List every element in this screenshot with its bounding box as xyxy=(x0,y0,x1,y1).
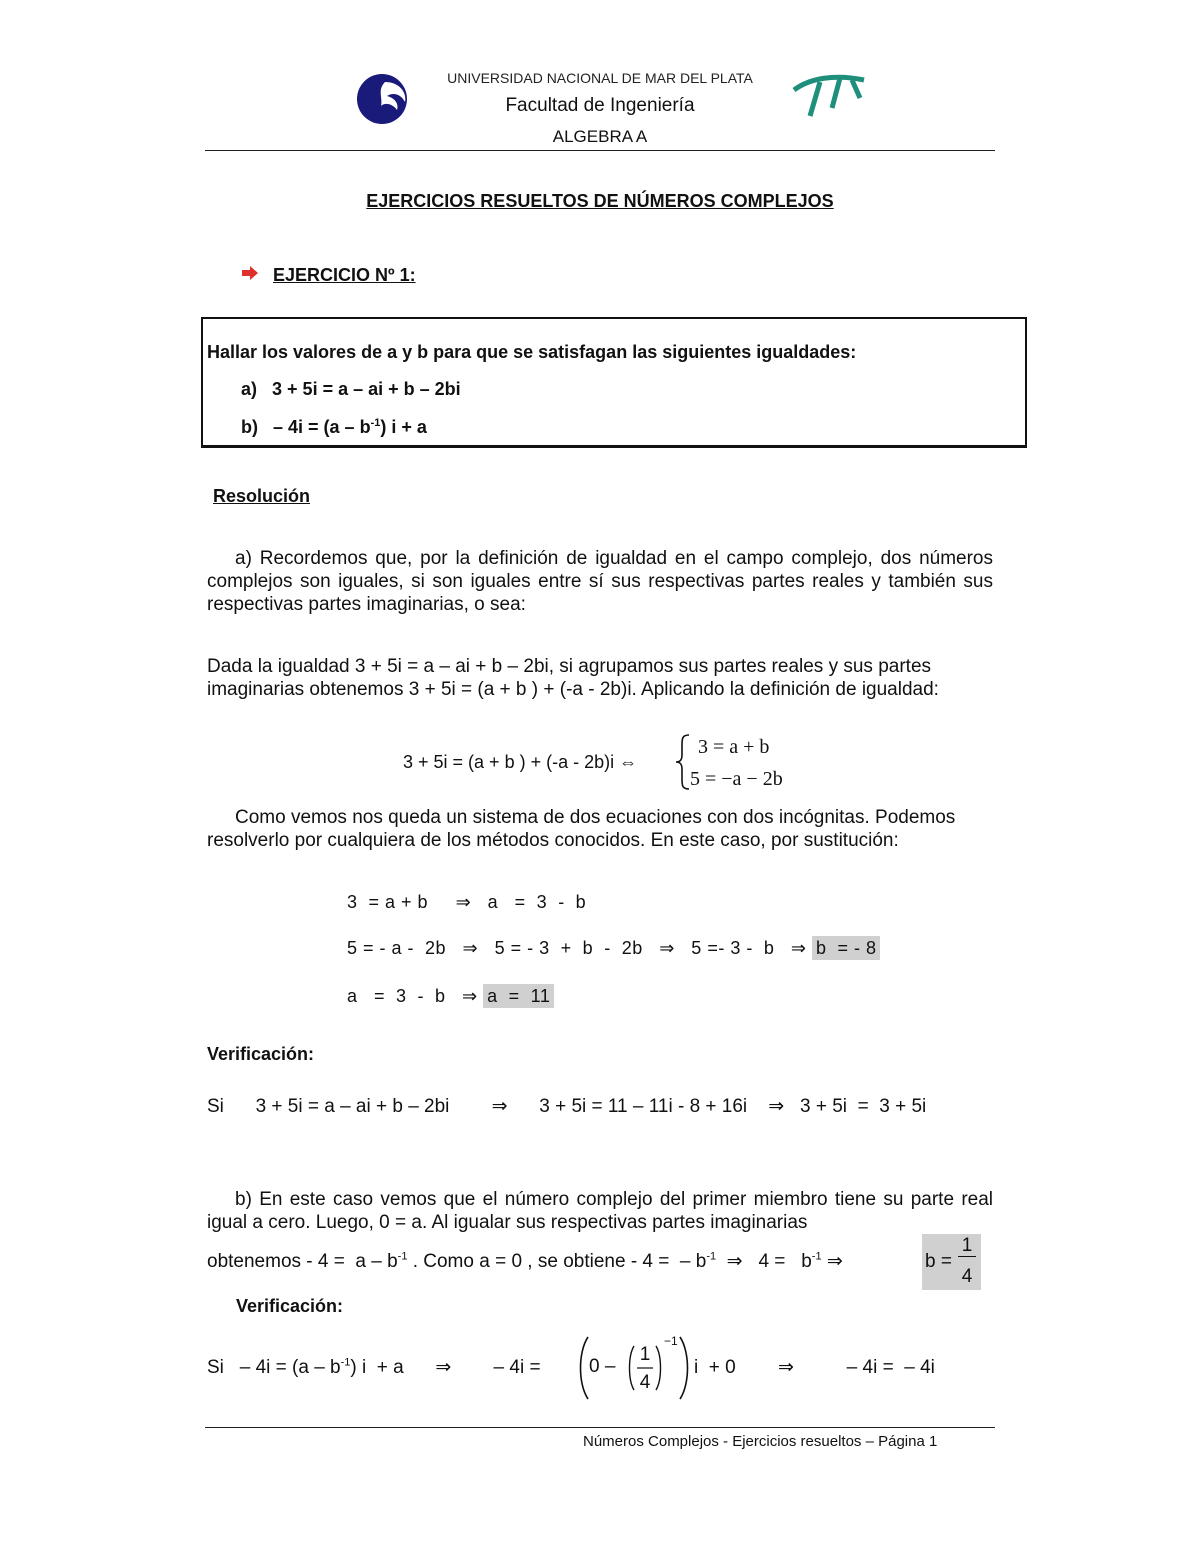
item-b-exponent: -1 xyxy=(370,417,381,429)
verif-zero-minus: 0 – xyxy=(589,1356,616,1377)
part-b-derivation xyxy=(207,1250,843,1273)
part-a-method: Como vemos nos queda un sistema de dos ecuaciones con dos incógnitas. Podemos resolverlo por cualquiera de los métodos conocidos. En este caso, por sustitución: xyxy=(207,807,956,851)
part-b-derivation-pre: obtenemos - 4 = a – b xyxy=(207,1251,398,1272)
page-footer: Números Complejos - Ejercicios resueltos – Página 1 xyxy=(583,1433,938,1450)
resolution-heading: Resolución xyxy=(213,486,311,506)
step-2-text: 5 = - a - 2b ⇒ 5 = - 3 + b - 2b ⇒ 5 =- 3 - b ⇒ xyxy=(347,938,812,958)
step-3 xyxy=(347,986,554,1007)
part-b-verification-lhs xyxy=(207,1356,541,1379)
verif-frac-numerator: 1 xyxy=(639,1344,651,1365)
verif-pre: Si – 4i = (a – b xyxy=(207,1357,341,1378)
item-a-equation: 3 + 5i = a – ai + b – 2bi xyxy=(272,379,461,399)
statement-intro: Hallar los valores de a y b para que se satisfagan las siguientes igualdades: xyxy=(207,342,857,362)
part-b-result-denominator: 4 xyxy=(961,1266,973,1287)
exercise-heading: EJERCICIO Nº 1: xyxy=(273,265,416,285)
step-3-result: a = 11 xyxy=(483,984,554,1008)
university-name: UNIVERSIDAD NACIONAL DE MAR DEL PLATA xyxy=(447,70,753,86)
part-a-verification-heading: Verificación: xyxy=(207,1044,315,1064)
part-b-derivation-mid3: ⇒ xyxy=(821,1251,843,1272)
item-b-label: b) xyxy=(241,417,258,437)
course-name: ALGEBRA A xyxy=(552,127,648,146)
verif-post: i + 0 ⇒ – 4i = – 4i xyxy=(694,1357,935,1378)
step-3-text: a = 3 - b ⇒ xyxy=(347,986,484,1006)
part-b-result-lhs: b = xyxy=(925,1251,952,1272)
verif-exponent: -1 xyxy=(340,1356,351,1369)
footer-divider xyxy=(205,1427,995,1428)
part-a-grouping: Dada la igualdad 3 + 5i = a – ai + b – 2bi, si agrupamos sus partes reales y sus partes imaginarias obtenemos 3 + 5i = (a + b ) + (-a - 2b)i. Aplicando la definición de igualdad: xyxy=(207,656,939,700)
statement-item-a xyxy=(241,379,461,400)
item-a-label: a) xyxy=(241,379,258,399)
part-b-result-numerator: 1 xyxy=(958,1236,976,1257)
item-b-equation-pre: – 4i = (a – b xyxy=(273,417,371,437)
system-equation-2: 5 = −a − 2b xyxy=(690,768,783,790)
statement-item-b xyxy=(241,417,427,438)
part-b-exponent-3: -1 xyxy=(811,1250,822,1263)
system-equation-1: 3 = a + b xyxy=(698,736,770,758)
part-b-verification-heading: Verificación: xyxy=(236,1296,344,1316)
part-b-exponent-2: -1 xyxy=(706,1250,717,1263)
part-b-derivation-mid2: ⇒ 4 = b xyxy=(716,1251,812,1272)
part-b-derivation-mid1: . Como a = 0 , se obtiene - 4 = – b xyxy=(407,1251,707,1272)
step-2 xyxy=(347,938,880,959)
part-b-intro: b) En este caso vemos que el número complejo del primer miembro tiene su parte real igual a cero. Luego, 0 = a. Al igualar sus respectivas partes imaginarias xyxy=(207,1189,993,1233)
faculty-name: Facultad de Ingeniería xyxy=(505,95,695,116)
verif-frac-exponent: −1 xyxy=(664,1334,678,1348)
document-title: EJERCICIOS RESUELTOS DE NÚMEROS COMPLEJOS xyxy=(366,191,834,211)
verif-mid: ) i + a ⇒ – 4i = xyxy=(350,1357,541,1378)
verif-frac-denominator: 4 xyxy=(639,1372,651,1393)
arrow-right-icon xyxy=(241,265,259,281)
step-2-result: b = - 8 xyxy=(812,936,881,960)
part-a-verification: Si 3 + 5i = a – ai + b – 2bi ⇒ 3 + 5i = 11 – 11i - 8 + 16i ⇒ 3 + 5i = 3 + 5i xyxy=(207,1096,927,1117)
header-divider xyxy=(205,150,995,151)
system-lhs: 3 + 5i = (a + b ) + (-a - 2b)i ⇔ xyxy=(403,752,638,772)
item-b-equation-post: ) i + a xyxy=(380,417,427,437)
step-1: 3 = a + b ⇒ a = 3 - b xyxy=(347,892,587,912)
part-a-intro: a) Recordemos que, por la definición de igualdad en el campo complejo, dos números complejos son iguales, si son iguales entre sí sus respectivas partes reales y también sus respectivas partes imaginarias, o sea: xyxy=(207,548,993,615)
part-b-exponent-1: -1 xyxy=(397,1250,408,1263)
